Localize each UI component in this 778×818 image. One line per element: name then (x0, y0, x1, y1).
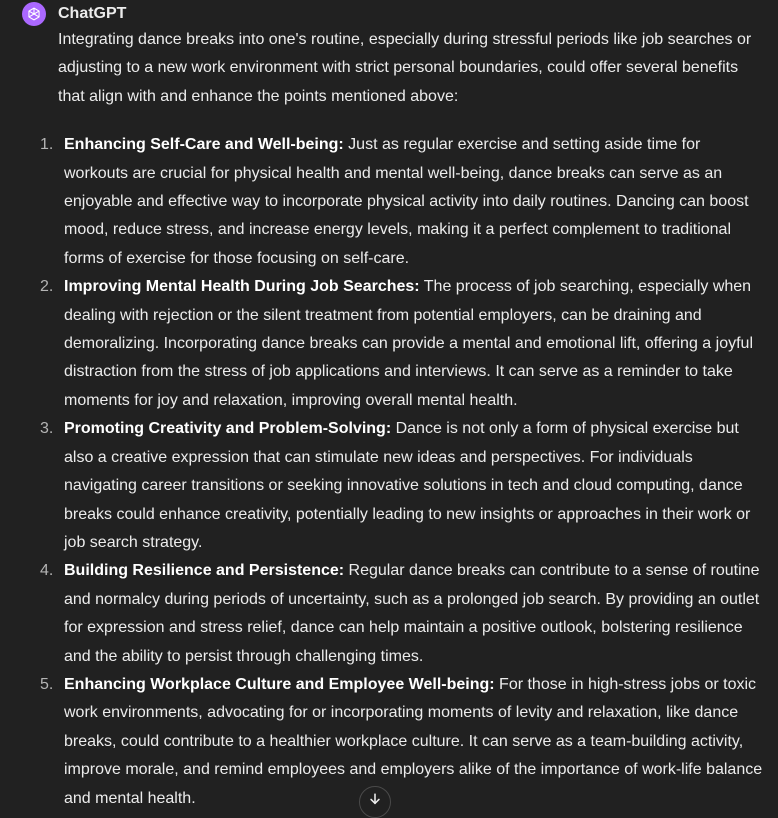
openai-logo-icon (22, 2, 46, 26)
arrow-down-icon (368, 792, 382, 806)
list-item (40, 131, 766, 273)
list-item-body: For those in high-stress jobs or toxic work environments, advocating for or incorporating moments of levity and relaxation, like dance breaks, could contribute to a healthier workplace culture. It can serve as a team-building activity, improve morale, and remind employees and employers alike of the importance of work-life balance and mental health. (64, 675, 763, 807)
list-number: 1. (40, 136, 54, 154)
list-item-title: Improving Mental Health During Job Searches: (64, 278, 420, 296)
list-item-title: Promoting Creativity and Problem-Solving: (64, 420, 392, 438)
benefits-list (40, 131, 766, 813)
list-item-title: Building Resilience and Persistence: (64, 562, 345, 580)
list-item-title: Enhancing Workplace Culture and Employee Well-being: (64, 675, 495, 693)
message-content (40, 26, 766, 813)
list-item-body: Regular dance breaks can contribute to a sense of routine and normalcy during periods of uncertainty, such as a prolonged job search. By providing an outlet for expression and stress relief, dance can help maintain a positive outlook, bolstering resilience and the ability to persist through challenging times. (64, 562, 760, 665)
list-number: 2. (40, 278, 54, 296)
list-item-body: Dance is not only a form of physical exercise but also a creative expression that can stimulate new ideas and perspectives. For individuals navigating career transitions or seeking innovative solutions in tech and cloud computing, dance breaks could enhance creativity, potentially leading to new insights or approaches in their work or job search strategy. (64, 420, 751, 551)
scroll-to-bottom-button[interactable] (359, 786, 391, 818)
list-item-title: Enhancing Self-Care and Well-being: (64, 136, 344, 154)
list-number: 3. (40, 420, 54, 438)
list-item-body: The process of job searching, especially when dealing with rejection or the silent treatment from potential employers, can be draining and demoralizing. Incorporating dance breaks can provide a mental and emotional lift, offering a joyful distraction from the stress of job applications and interviews. It can serve as a reminder to take moments for joy and relaxation, improving overall mental health. (64, 278, 753, 409)
message-author: ChatGPT (58, 5, 127, 22)
list-item (40, 273, 766, 415)
list-item (40, 415, 766, 557)
list-item (40, 671, 766, 813)
list-item-body: Just as regular exercise and setting aside time for workouts are crucial for physical health and mental well-being, dance breaks can serve as an enjoyable and effective way to incorporate physical activity into daily routines. Dancing can boost mood, reduce stress, and increase energy levels, making it a perfect complement to traditional forms of exercise for those focusing on self-care. (64, 136, 749, 267)
list-number: 4. (40, 562, 54, 580)
intro-paragraph: Integrating dance breaks into one's routine, especially during stressful periods like job searches or adjusting to a new work environment with strict personal boundaries, could offer several benefits that align with and enhance the points mentioned above: (58, 31, 752, 105)
list-number: 5. (40, 675, 54, 693)
list-item (40, 557, 766, 671)
